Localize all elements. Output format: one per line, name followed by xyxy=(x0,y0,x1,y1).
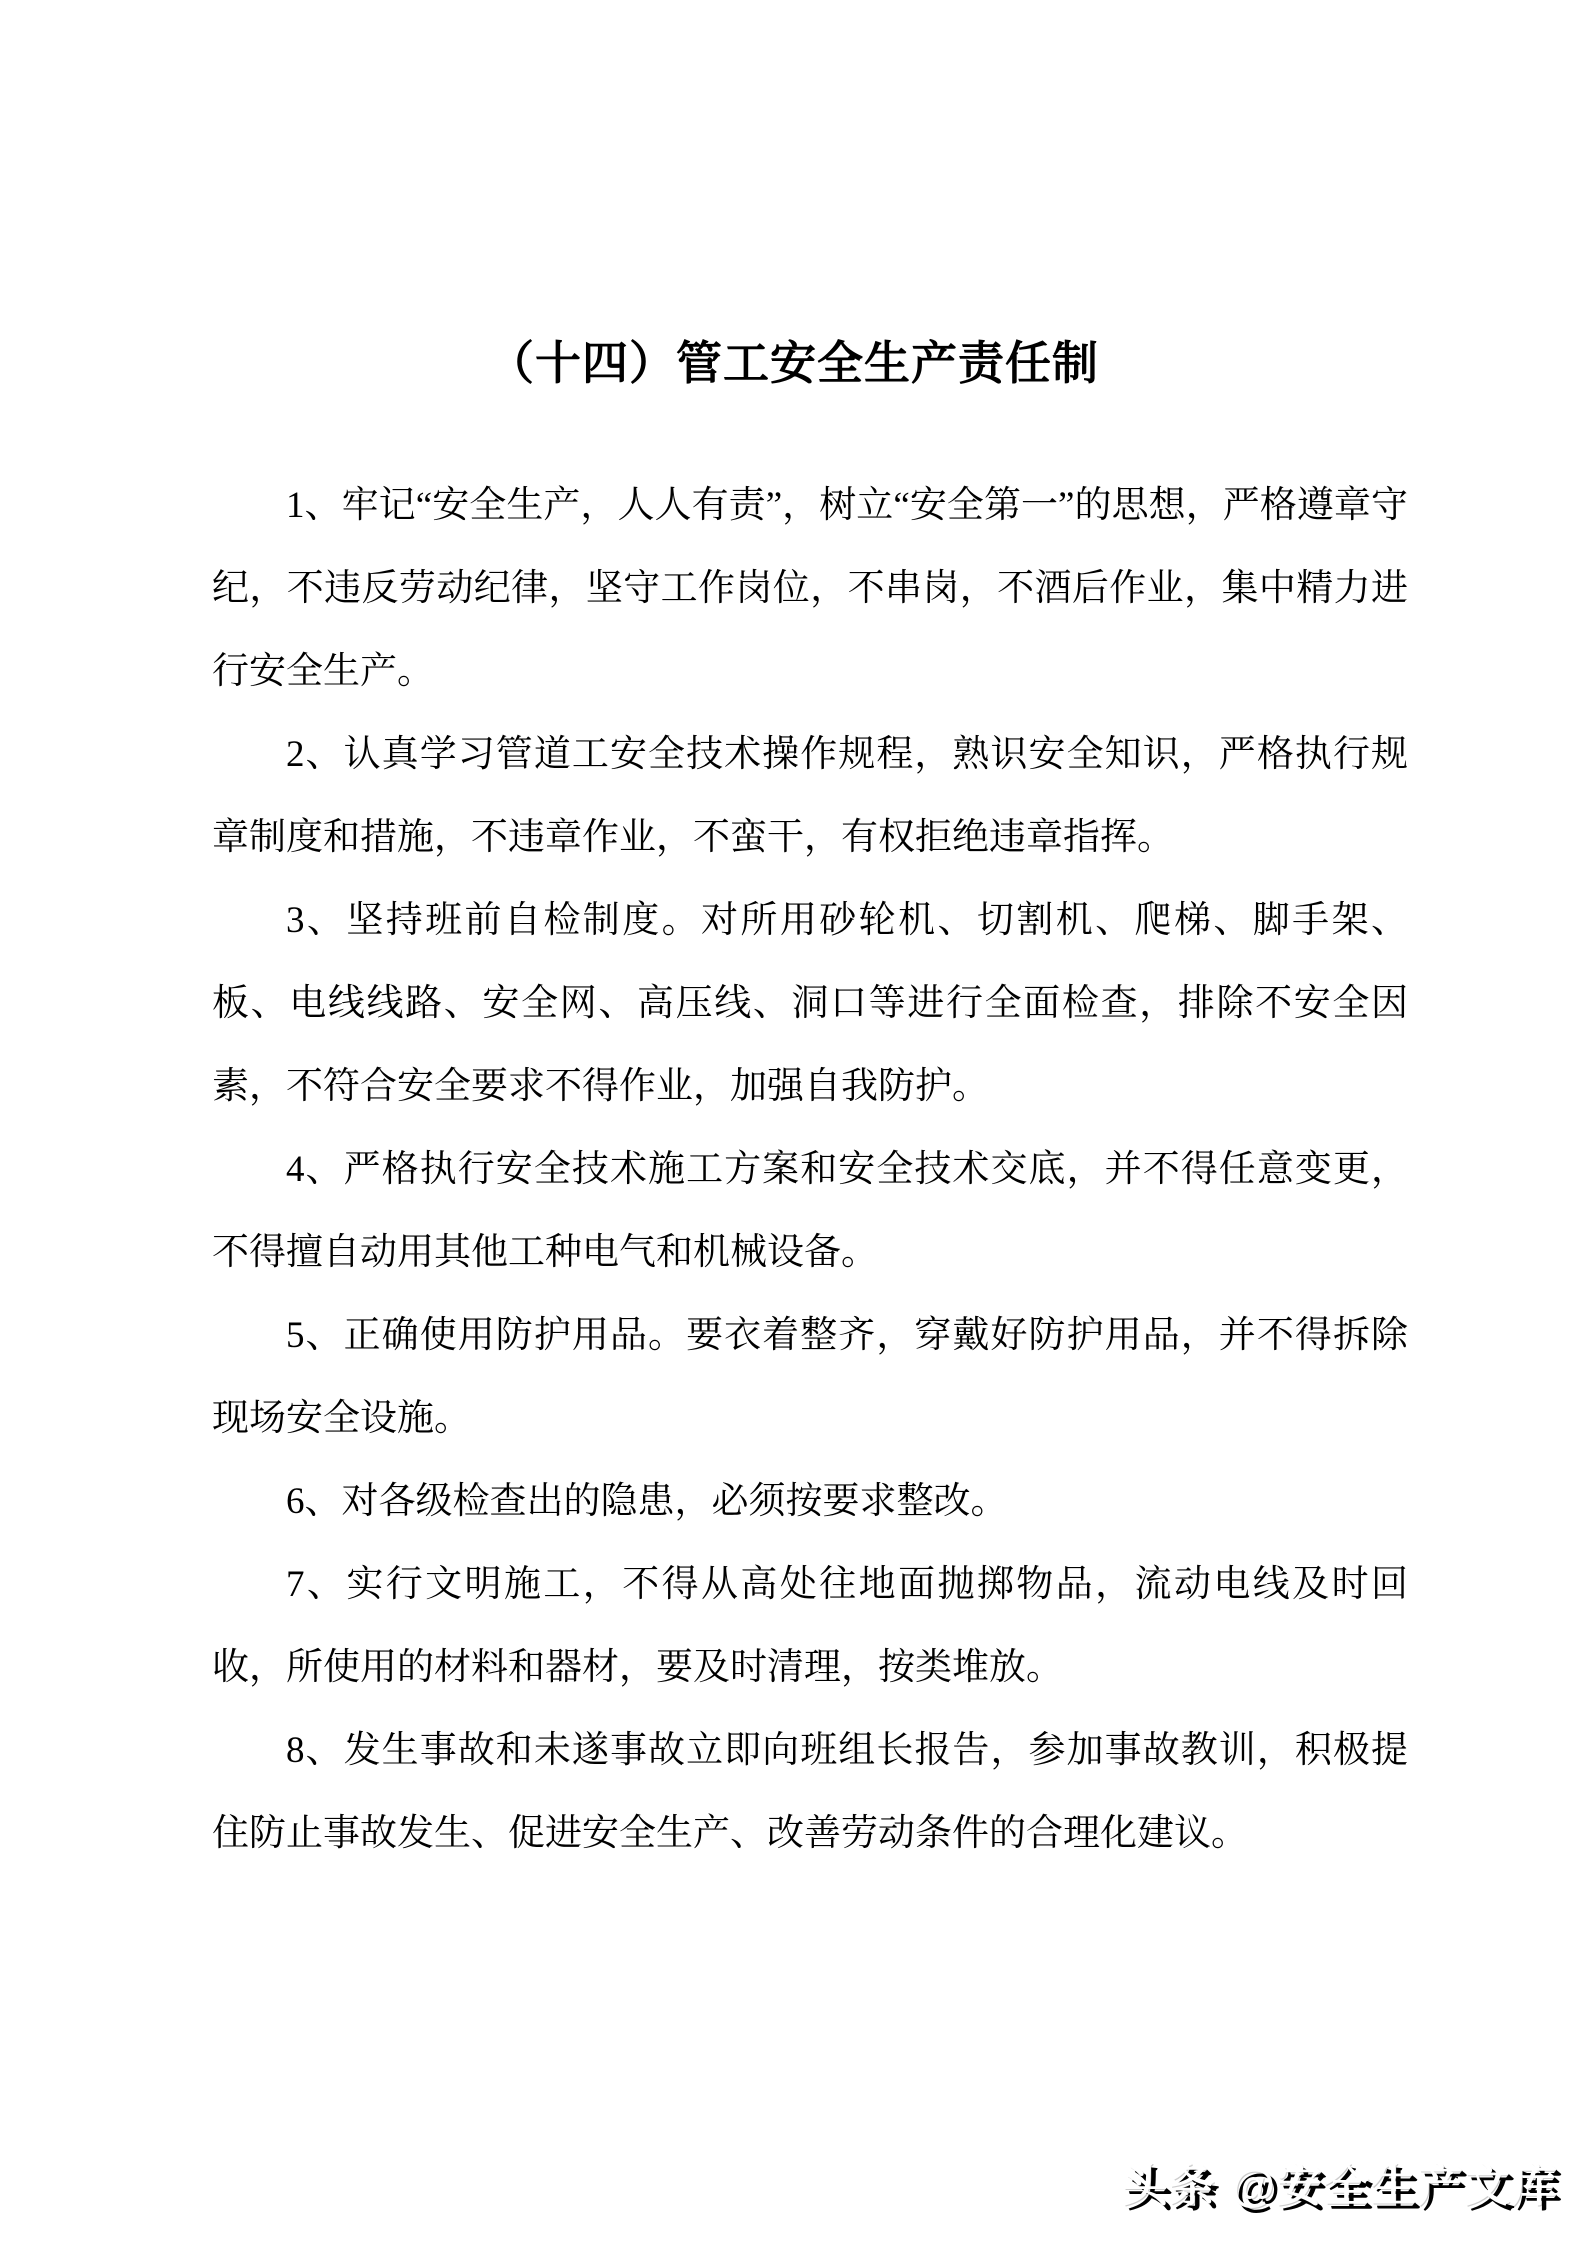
paragraph-5: 5、正确使用防护用品。要衣着整齐，穿戴好防护用品，并不得拆除现场安全设施。 xyxy=(212,1315,1408,1439)
paragraph-8: 8、发生事故和未遂事故立即向班组长报告，参加事故教训，积极提住防止事故发生、促进安全生产、改善劳动条件的合理化建议。 xyxy=(212,1730,1408,1854)
page-title: （十四）管工安全生产责任制 xyxy=(488,336,1099,389)
paragraph-2: 2、认真学习管道工安全技术操作规程，熟识安全知识，严格执行规章制度和措施，不违章作业，不蛮干，有权拒绝违章指挥。 xyxy=(212,734,1408,858)
paragraph-4: 4、严格执行安全技术施工方案和安全技术交底，并不得任意变更，不得擅自动用其他工种电气和机械设备。 xyxy=(212,1149,1408,1273)
paragraph-3: 3、坚持班前自检制度。对所用砂轮机、切割机、爬梯、脚手架、板、电线线路、安全网、高压线、洞口等进行全面检查，排除不安全因素，不符合安全要求不得作业，加强自我防护。 xyxy=(212,900,1408,1107)
paragraph-7: 7、实行文明施工，不得从高处往地面抛掷物品，流动电线及时回收，所使用的材料和器材，要及时清理，按类堆放。 xyxy=(212,1564,1408,1688)
paragraph-6: 6、对各级检查出的隐患，必须按要求整改。 xyxy=(286,1481,1008,1522)
document-body xyxy=(212,464,1408,1875)
toutiao-watermark: 头条 @安全生产文库 xyxy=(1122,2160,1559,2211)
paragraph-1: 1、牢记“安全生产，人人有责”，树立“安全第一”的思想，严格遵章守纪，不违反劳动纪律，坚守工作岗位，不串岗，不酒后作业，集中精力进行安全生产。 xyxy=(212,485,1408,692)
